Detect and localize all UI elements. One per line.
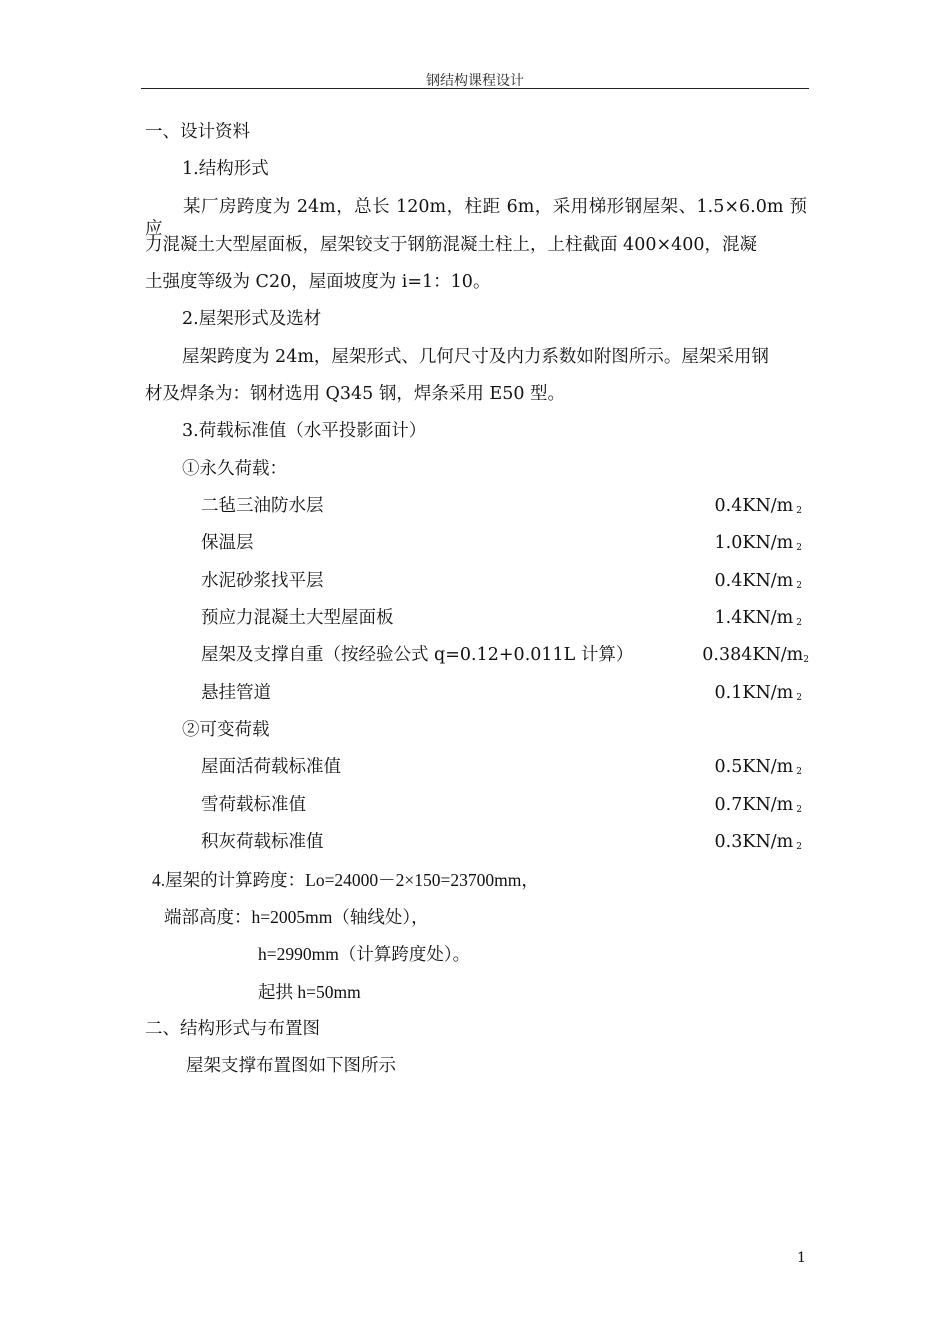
load-item-name: 二毡三油防水层 xyxy=(201,496,324,516)
span-height-line: h=2990mm（计算跨度处）。 xyxy=(258,944,471,964)
subsection-1-heading: 1.结构形式 xyxy=(182,159,269,179)
permanent-load-heading: ①永久荷载： xyxy=(182,459,287,479)
calc-span-line: 4.屋架的计算跨度：Lo=24000－2×150=23700mm， xyxy=(152,870,539,890)
load-item-value: 0.7KN/m $_2$ xyxy=(714,795,802,815)
load-item-value: 0.5KN/m $_2$ xyxy=(714,757,802,777)
end-height-line: 端部高度：h=2005mm（轴线处）， xyxy=(164,907,429,927)
section-2-heading: 二、结构形式与布置图 xyxy=(145,1019,320,1039)
load-item-value: 0.4KN/m $_2$ xyxy=(714,496,802,516)
load-item-value: 0.4KN/m $_2$ xyxy=(714,571,802,591)
camber-line: 起拱 h=50mm xyxy=(258,982,361,1002)
load-item-value: 1.4KN/m $_2$ xyxy=(714,608,802,628)
structure-paragraph-line-1: 某厂房跨度为 24m，总长 120m，柱距 6m，采用梯形钢屋架、1.5×6.0m 预应 xyxy=(145,197,807,239)
structure-paragraph-line-2: 力混凝土大型屋面板，屋架铰支于钢筋混凝土柱上，上柱截面 400×400，混凝 xyxy=(145,235,758,255)
header-rule xyxy=(141,88,809,89)
load-item-name: 保温层 xyxy=(201,533,254,553)
load-item-name: 雪荷载标准值 xyxy=(201,795,306,815)
load-item-name: 屋架及支撑自重（按经验公式 q=0.12+0.011L 计算） xyxy=(201,645,634,665)
load-item-name: 屋面活荷载标准值 xyxy=(201,757,341,777)
section-1-heading: 一、设计资料 xyxy=(145,122,250,142)
variable-load-heading: ②可变荷载 xyxy=(182,720,270,740)
load-item-name: 悬挂管道 xyxy=(201,683,271,703)
load-item-value: $0.384KN/m_2$ xyxy=(702,645,809,665)
page-number: 1 xyxy=(797,1250,806,1266)
structure-paragraph-line-3: 土强度等级为 C20，屋面坡度为 i=1：10。 xyxy=(145,272,491,292)
load-item-value: 1.0KN/m $_2$ xyxy=(714,533,802,553)
bracing-layout-text: 屋架支撑布置图如下图所示 xyxy=(186,1056,396,1076)
load-item-name: 预应力混凝土大型屋面板 xyxy=(201,608,394,628)
load-item-value: 0.3KN/m $_2$ xyxy=(714,832,802,852)
load-item-value: 0.1KN/m $_2$ xyxy=(714,683,802,703)
subsection-2-heading: 2.屋架形式及选材 xyxy=(182,309,322,329)
load-item-name: 积灰荷载标准值 xyxy=(201,832,324,852)
subsection-3-heading: 3.荷载标准值（水平投影面计） xyxy=(182,421,427,441)
material-paragraph-line-1: 屋架跨度为 24m，屋架形式、几何尺寸及内力系数如附图所示。屋架采用钢 xyxy=(182,347,769,367)
load-item-name: 水泥砂浆找平层 xyxy=(201,571,324,591)
page-header-title: 钢结构课程设计 xyxy=(426,73,524,89)
material-paragraph-line-2: 材及焊条为：钢材选用 Q345 钢，焊条采用 E50 型。 xyxy=(145,384,566,404)
